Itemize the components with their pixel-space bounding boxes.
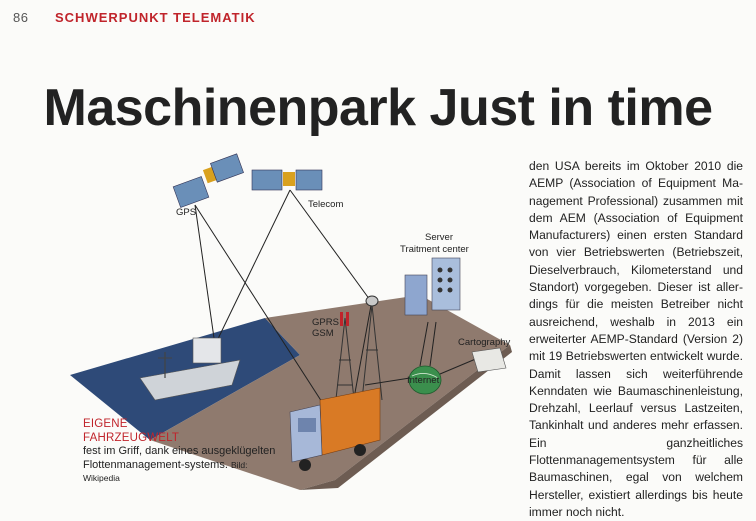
gps-satellite-icon bbox=[173, 154, 243, 208]
article-body: den USA bereits im Oktober 2010 die AEMP (Association of Equipment Management Professional) zusammen mit dem AEM (Association of Equipment Manufacturers) einen ersten Standard von vier Betriebswerten (Betriebszeit, Dieselverbrauch, Kilometerstand und Standort) vorgegeben. Dieser ist allerdings für die meisten Betreiber nicht ausreichend, weshalb in 2013 ein erweiterter AEMP-Standard (Version 2) mit 19 Betriebswerten entwickelt wurde. Damit lassen sich weiterführende Kenndaten wie Baumaschinenleistung, Drehzahl, Leerlauf versus Lastzeiten, Tankinhalt und anderes mehr erfassen. Ein ganzheitliches Flottenmanagementsystem für alle Baumaschinen, egal von welchem Hersteller, existiert allerdings bis heute immer noch nicht. bbox=[529, 159, 743, 519]
server-sublabel: Traitment center bbox=[400, 244, 469, 255]
cartography-map-icon bbox=[472, 348, 506, 372]
internet-label: Internet bbox=[407, 375, 440, 386]
caption-credit: Bild: Wikipedia bbox=[83, 459, 248, 483]
article-headline: Maschinenpark Just in time bbox=[43, 79, 713, 137]
image-caption bbox=[83, 418, 283, 486]
server-icon bbox=[405, 258, 460, 315]
telecom-label: Telecom bbox=[308, 199, 344, 210]
caption-text: fest im Griff, dank eines ausgeklügelten Flottenmanagement-systems. bbox=[83, 445, 276, 471]
gprs-label: GPRS bbox=[312, 317, 339, 328]
page-number: 86 bbox=[13, 10, 29, 25]
gsm-label: GSM bbox=[312, 328, 334, 339]
telecom-satellite-icon bbox=[252, 170, 322, 190]
caption-heading-line2: FAHRZEUGWELT bbox=[83, 431, 180, 444]
section-title: SCHWERPUNKT TELEMATIK bbox=[55, 10, 256, 25]
caption-heading-line1: EIGENE bbox=[83, 418, 128, 430]
cartography-label: Cartography bbox=[458, 337, 511, 348]
server-label: Server bbox=[425, 232, 453, 243]
gps-label: GPS bbox=[176, 207, 197, 218]
